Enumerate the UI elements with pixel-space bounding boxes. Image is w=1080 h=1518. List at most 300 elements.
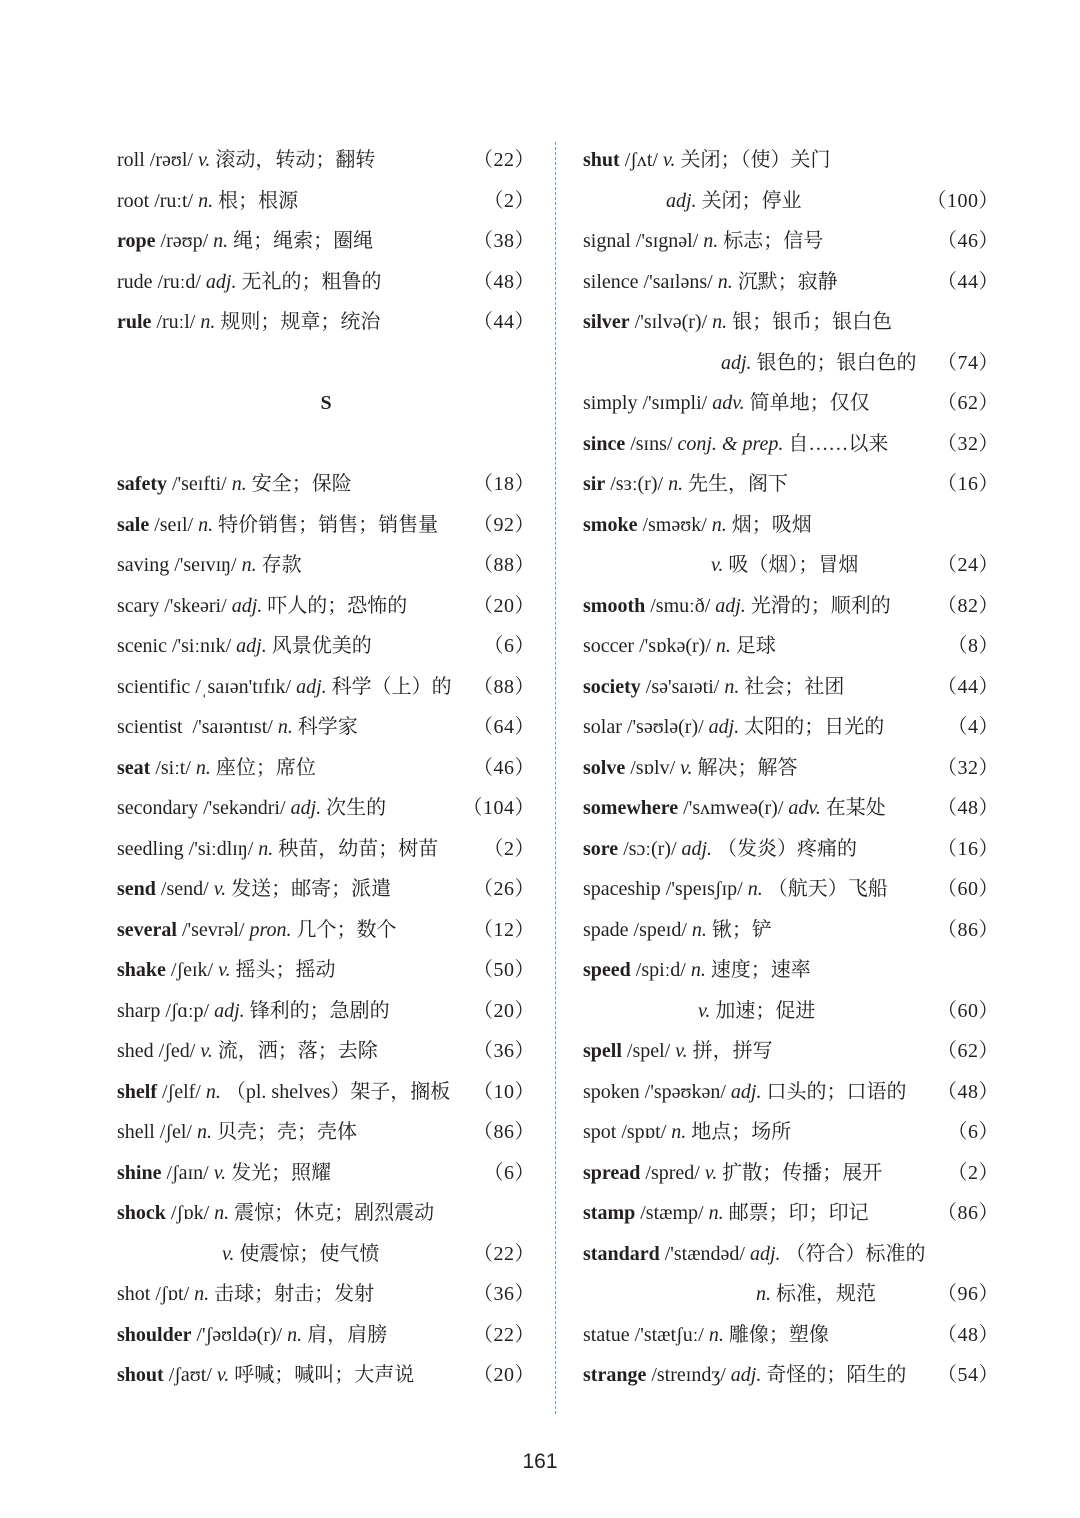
vocab-entry [117, 1315, 535, 1356]
headword: shot [117, 1283, 151, 1305]
part-of-speech: adj. [214, 999, 245, 1022]
definition: 摇头；摇动 [230, 959, 336, 981]
definition: 吓人的；恐怖的 [262, 594, 408, 617]
vocab-entry [583, 667, 999, 708]
headword: secondary [117, 797, 199, 819]
vocab-entry [117, 181, 535, 222]
vocab-entry [583, 1153, 999, 1194]
phonetic: /streɪndʒ/ [646, 1364, 731, 1386]
part-of-speech: v. [213, 878, 227, 900]
part-of-speech: v. [197, 149, 211, 171]
headword: scary [117, 594, 160, 617]
textbook-page-ref: （2） [483, 189, 535, 212]
part-of-speech: conj. & prep. [677, 432, 784, 455]
part-of-speech: n. [747, 878, 763, 900]
vocab-entry [583, 748, 999, 789]
vocab-entry [583, 1112, 999, 1153]
definition: 锋利的；急剧的 [244, 999, 390, 1022]
part-of-speech: adj. [681, 837, 713, 860]
definition: 击球；射击；发射 [209, 1283, 375, 1305]
textbook-page-ref: （92） [473, 513, 535, 536]
phonetic: /ʃeɪk/ [165, 959, 219, 981]
entry-continuation [583, 545, 999, 586]
definition: 先生，阁下 [683, 473, 789, 495]
definition: 太阳的；日光的 [739, 716, 885, 738]
headword: rope [117, 230, 156, 252]
definition: 座位；席位 [210, 756, 316, 779]
part-of-speech: adj. [296, 675, 327, 698]
part-of-speech: adv. [712, 392, 745, 414]
vocab-entry [583, 140, 999, 181]
textbook-page-ref: （8） [947, 635, 999, 657]
column-divider [555, 142, 556, 1414]
headword: roll [117, 149, 145, 171]
definition: 呼喊；喊叫；大声说 [229, 1364, 415, 1386]
phonetic: /sɔː(r)/ [618, 837, 682, 860]
definition: 标准，规范 [771, 1283, 876, 1305]
phonetic: /sɜː(r)/ [605, 473, 669, 495]
definition: 使震惊；使气愤 [234, 1242, 380, 1265]
definition: 烟；吸烟 [726, 513, 812, 536]
part-of-speech: adj. [666, 189, 697, 212]
part-of-speech: n. [708, 1202, 724, 1224]
phonetic: /ˌsaɪən'tɪfɪk/ [190, 675, 297, 698]
part-of-speech: n. [198, 189, 214, 212]
definition: 银色的；银白色的 [751, 351, 917, 374]
phonetic: /'sɪlvə(r)/ [629, 311, 713, 333]
phonetic: /siːt/ [150, 756, 196, 779]
part-of-speech: adj. [749, 1242, 781, 1265]
textbook-page-ref: （46） [473, 756, 535, 779]
part-of-speech: v. [218, 959, 231, 981]
definition: 邮票；印；印记 [723, 1202, 869, 1224]
textbook-page-ref: （22） [473, 1242, 535, 1265]
textbook-page-ref: （48） [937, 1323, 999, 1346]
spacer [117, 343, 535, 384]
definition: 标志；信号 [718, 230, 824, 252]
headword: shoulder [117, 1323, 192, 1346]
definition: 根；根源 [213, 189, 299, 212]
definition: 足球 [730, 635, 776, 657]
vocab-entry [583, 829, 999, 870]
definition: 规则；规章；统治 [215, 311, 381, 333]
part-of-speech: adj. [708, 716, 740, 738]
vocab-entry [117, 707, 535, 748]
vocab-entry [583, 586, 999, 627]
textbook-page-ref: （44） [473, 311, 535, 333]
headword: spread [583, 1161, 641, 1184]
textbook-page-ref: （48） [937, 797, 999, 819]
entry-continuation [583, 991, 999, 1032]
definition: 滚动，转动；翻转 [210, 149, 376, 171]
letter-heading: S [320, 392, 332, 414]
textbook-page-ref: （86） [937, 918, 999, 941]
vocab-entry [583, 626, 999, 667]
phonetic: /'sʌmweə(r)/ [678, 797, 789, 819]
phonetic: /ʃɒk/ [165, 1202, 215, 1224]
right-column [583, 140, 999, 1396]
part-of-speech: n. [287, 1323, 303, 1346]
entry-continuation [583, 181, 999, 222]
part-of-speech: n. [214, 1202, 230, 1224]
textbook-page-ref: （24） [937, 554, 999, 576]
part-of-speech: v. [200, 1040, 213, 1062]
definition: 口头的；口语的 [761, 1080, 907, 1103]
phonetic: /'siːdlɪŋ/ [183, 837, 259, 860]
definition: 发送；邮寄；派遣 [226, 878, 392, 900]
entry-continuation [583, 1274, 999, 1315]
part-of-speech: adj. [715, 594, 746, 617]
part-of-speech: v. [698, 999, 711, 1022]
phonetic: /'sɒkə(r)/ [634, 635, 716, 657]
vocab-entry [117, 748, 535, 789]
headword: society [583, 675, 641, 698]
textbook-page-ref: （60） [937, 878, 999, 900]
phonetic: /'sɪgnəl/ [630, 230, 704, 252]
phonetic: /ʃɑːp/ [160, 999, 215, 1022]
textbook-page-ref: （18） [473, 473, 535, 495]
headword: standard [583, 1242, 660, 1265]
textbook-page-ref: （86） [473, 1121, 535, 1143]
vocab-entry [583, 1031, 999, 1072]
part-of-speech: n. [197, 1121, 212, 1143]
phonetic: /ʃelf/ [157, 1080, 206, 1103]
headword: shed [117, 1040, 154, 1062]
headword: sore [583, 837, 619, 860]
headword: scientific [117, 675, 191, 698]
definition: 银；银币；银白色 [727, 311, 893, 333]
textbook-page-ref: （96） [937, 1283, 999, 1305]
vocab-entry [117, 1112, 535, 1153]
phonetic: /'stætʃuː/ [629, 1323, 709, 1346]
headword: since [583, 432, 626, 455]
definition: 吸（烟）；冒烟 [723, 554, 859, 576]
vocab-entry [117, 1153, 535, 1194]
phonetic: /'sekəndri/ [198, 797, 291, 819]
part-of-speech: v. [222, 1242, 235, 1265]
phonetic: /sməʊk/ [637, 513, 712, 536]
vocab-entry [117, 788, 535, 829]
vocab-entry [583, 464, 999, 505]
vocab-entry [117, 1355, 535, 1396]
phonetic: /ʃed/ [153, 1040, 201, 1062]
definition: 震惊；休克；剧烈震动 [229, 1202, 435, 1224]
headword: sir [583, 473, 606, 495]
textbook-page-ref: （32） [937, 432, 999, 455]
definition: 扩散；传播；展开 [717, 1161, 883, 1184]
phonetic: /spɒt/ [616, 1121, 672, 1143]
headword: shout [117, 1364, 164, 1386]
textbook-page-ref: （64） [473, 716, 535, 738]
vocab-entry [117, 586, 535, 627]
phonetic: /'səʊlə(r)/ [621, 716, 709, 738]
vocab-entry [117, 667, 535, 708]
phonetic: /'seɪvɪŋ/ [169, 554, 242, 576]
textbook-page-ref: （22） [473, 149, 535, 171]
phonetic: /send/ [155, 878, 214, 900]
vocab-entry [117, 1072, 535, 1113]
part-of-speech: v. [216, 1364, 230, 1386]
definition: 拼，拼写 [687, 1040, 773, 1062]
definition: 关闭；（使）关门 [675, 149, 831, 171]
textbook-page-ref: （2） [483, 837, 535, 860]
headword: sale [117, 513, 150, 536]
vocab-entry [583, 505, 999, 546]
textbook-page-ref: （16） [937, 837, 999, 860]
headword: spell [583, 1040, 622, 1062]
definition: 贝壳；壳；壳体 [212, 1121, 357, 1143]
definition: 在某处 [820, 797, 886, 819]
definition: 发光；照耀 [226, 1161, 332, 1184]
vocab-entry [583, 262, 999, 303]
part-of-speech: adj. [730, 1364, 762, 1386]
part-of-speech: v. [675, 1040, 688, 1062]
vocab-entry [117, 829, 535, 870]
headword: solve [583, 756, 626, 779]
definition: 光滑的；顺利的 [745, 594, 891, 617]
definition: 无礼的；粗鲁的 [236, 270, 382, 293]
headword: shell [117, 1121, 155, 1143]
phonetic: /rəʊl/ [144, 149, 198, 171]
headword: soccer [583, 635, 635, 657]
phonetic: /seɪl/ [149, 513, 199, 536]
vocab-entry [117, 505, 535, 546]
part-of-speech: adj. [721, 351, 752, 374]
textbook-page-ref: （48） [473, 270, 535, 293]
textbook-page-ref: （6） [947, 1121, 999, 1143]
phonetic: /spiːd/ [630, 959, 691, 981]
textbook-page-ref: （4） [947, 716, 999, 738]
phonetic: /spred/ [640, 1161, 705, 1184]
phonetic: /sə'saɪəti/ [640, 675, 725, 698]
headword: scenic [117, 635, 167, 657]
entry-continuation [117, 1234, 535, 1275]
phonetic: /ruːd/ [152, 270, 206, 293]
phonetic: /'speɪsʃɪp/ [660, 878, 748, 900]
headword: spaceship [583, 878, 661, 900]
textbook-page-ref: （50） [473, 959, 535, 981]
part-of-speech: adj. [205, 270, 237, 293]
vocab-entry [583, 1193, 999, 1234]
left-column [117, 140, 535, 1396]
definition: 解决；解答 [692, 756, 798, 779]
vocab-entry [583, 950, 999, 991]
headword: silver [583, 311, 630, 333]
textbook-page-ref: （60） [937, 999, 999, 1022]
phonetic: /'saɪəntɪst/ [182, 716, 278, 738]
vocab-entry [117, 869, 535, 910]
textbook-page-ref: （20） [473, 594, 535, 617]
part-of-speech: pron. [249, 918, 292, 941]
textbook-page-ref: （44） [937, 270, 999, 293]
definition: 流，洒；落；去除 [212, 1040, 378, 1062]
part-of-speech: n. [194, 1283, 210, 1305]
phonetic: /'sɪmpli/ [637, 392, 713, 414]
vocab-entry [117, 464, 535, 505]
definition: 地点；场所 [686, 1121, 792, 1143]
definition: 沉默；寂静 [732, 270, 838, 293]
vocab-entry [117, 910, 535, 951]
phonetic: /smuːð/ [645, 594, 716, 617]
headword: simply [583, 392, 638, 414]
vocab-entry [117, 545, 535, 586]
headword: smooth [583, 594, 646, 617]
vocab-entry [117, 950, 535, 991]
part-of-speech: v. [663, 149, 676, 171]
headword: rude [117, 270, 153, 293]
vocab-entry [117, 221, 535, 262]
vocab-entry [117, 1274, 535, 1315]
page-number: 161 [522, 1450, 558, 1473]
headword: spade [583, 918, 629, 941]
textbook-page-ref: （20） [473, 1364, 535, 1386]
part-of-speech: n. [277, 716, 293, 738]
definition: 雕像；塑像 [723, 1323, 829, 1346]
part-of-speech: adv. [788, 797, 821, 819]
headword: solar [583, 716, 622, 738]
vocab-entry [117, 262, 535, 303]
textbook-page-ref: （6） [483, 635, 535, 657]
phonetic: /sɪns/ [625, 432, 678, 455]
phonetic: /'saɪləns/ [638, 270, 718, 293]
part-of-speech: adj. [730, 1080, 762, 1103]
part-of-speech: n. [200, 311, 216, 333]
part-of-speech: n. [691, 918, 707, 941]
textbook-page-ref: （20） [473, 999, 535, 1022]
phonetic: /rəʊp/ [155, 230, 214, 252]
definition: （符合）标准的 [780, 1242, 926, 1265]
headword: rule [117, 311, 152, 333]
part-of-speech: v. [704, 1161, 718, 1184]
spacer [117, 424, 535, 465]
definition: 加速；促进 [710, 999, 816, 1022]
vocab-entry [117, 1193, 535, 1234]
definition: 科学家 [292, 716, 358, 738]
definition: 锹；铲 [706, 918, 772, 941]
textbook-page-ref: （22） [473, 1323, 535, 1346]
vocab-entry [583, 910, 999, 951]
headword: several [117, 918, 177, 941]
textbook-page-ref: （48） [937, 1080, 999, 1103]
headword: spoken [583, 1080, 640, 1103]
definition: 特价销售；销售；销售量 [213, 513, 439, 536]
textbook-page-ref: （12） [473, 918, 535, 941]
headword: scientist [117, 716, 183, 738]
phonetic: /ʃaɪn/ [161, 1161, 214, 1184]
part-of-speech: adj. [231, 594, 263, 617]
headword: shake [117, 959, 166, 981]
phonetic: /stæmp/ [635, 1202, 709, 1224]
vocab-entry [583, 1072, 999, 1113]
part-of-speech: n. [724, 675, 740, 698]
vocab-entry [583, 869, 999, 910]
definition: 关闭；停业 [696, 189, 802, 212]
phonetic: /speɪd/ [628, 918, 692, 941]
textbook-page-ref: （26） [473, 878, 535, 900]
textbook-page-ref: （44） [937, 675, 999, 698]
headword: spot [583, 1121, 617, 1143]
part-of-speech: n. [213, 230, 229, 252]
entry-continuation [583, 343, 999, 384]
part-of-speech: n. [715, 635, 731, 657]
textbook-page-ref: （62） [937, 1040, 999, 1062]
part-of-speech: n. [241, 554, 257, 576]
textbook-page-ref: （74） [937, 351, 999, 374]
phonetic: /ʃaʊt/ [163, 1364, 217, 1386]
textbook-page-ref: （46） [937, 230, 999, 252]
vocab-entry [583, 383, 999, 424]
phonetic: /'seɪfti/ [166, 473, 232, 495]
headword: statue [583, 1323, 630, 1346]
part-of-speech: v. [711, 554, 724, 576]
phonetic: /spel/ [621, 1040, 676, 1062]
vocab-entry [117, 302, 535, 343]
vocab-entry [583, 424, 999, 465]
vocab-entry [583, 1315, 999, 1356]
part-of-speech: n. [712, 311, 728, 333]
definition: 存款 [256, 554, 302, 576]
headword: send [117, 878, 156, 900]
headword: shock [117, 1202, 166, 1224]
phonetic: /ʃʌt/ [619, 149, 664, 171]
definition: 简单地；仅仅 [744, 392, 870, 414]
part-of-speech: n. [668, 473, 684, 495]
vocab-entry [117, 991, 535, 1032]
definition: 肩，肩膀 [302, 1323, 388, 1346]
part-of-speech: adj. [290, 797, 322, 819]
textbook-page-ref: （88） [473, 554, 535, 576]
vocab-entry [117, 140, 535, 181]
textbook-page-ref: （104） [462, 797, 535, 819]
headword: smoke [583, 513, 638, 536]
textbook-page-ref: （38） [473, 230, 535, 252]
vocab-entry [117, 1031, 535, 1072]
phonetic: /ruːl/ [151, 311, 201, 333]
textbook-page-ref: （100） [926, 189, 999, 212]
part-of-speech: n. [708, 1323, 724, 1346]
vocab-entry [117, 626, 535, 667]
headword: root [117, 189, 150, 212]
headword: signal [583, 230, 631, 252]
definition: 秧苗，幼苗；树苗 [273, 837, 439, 860]
definition: 绳；绳索；圈绳 [228, 230, 374, 252]
definition: （pl. shelves）架子，搁板 [220, 1080, 451, 1103]
textbook-page-ref: （54） [937, 1364, 999, 1386]
phonetic: /'ʃəʊldə(r)/ [191, 1323, 288, 1346]
phonetic: /'sevrəl/ [176, 918, 250, 941]
phonetic: /ruːt/ [149, 189, 199, 212]
definition: 速度；速率 [705, 959, 811, 981]
textbook-page-ref: （32） [937, 756, 999, 779]
phonetic: /'stændəd/ [659, 1242, 750, 1265]
vocab-entry [583, 221, 999, 262]
part-of-speech: n. [258, 837, 274, 860]
textbook-page-ref: （36） [473, 1040, 535, 1062]
textbook-page-ref: （2） [947, 1161, 999, 1184]
textbook-page-ref: （82） [937, 594, 999, 617]
headword: safety [117, 473, 167, 495]
part-of-speech: n. [205, 1080, 221, 1103]
headword: shine [117, 1161, 162, 1184]
textbook-page-ref: （6） [483, 1161, 535, 1184]
definition: （发炎）疼痛的 [712, 837, 858, 860]
definition: 几个；数个 [291, 918, 397, 941]
headword: somewhere [583, 797, 679, 819]
part-of-speech: n. [703, 230, 719, 252]
phonetic: /'spəʊkən/ [639, 1080, 731, 1103]
vocab-entry [583, 707, 999, 748]
headword: shut [583, 149, 620, 171]
